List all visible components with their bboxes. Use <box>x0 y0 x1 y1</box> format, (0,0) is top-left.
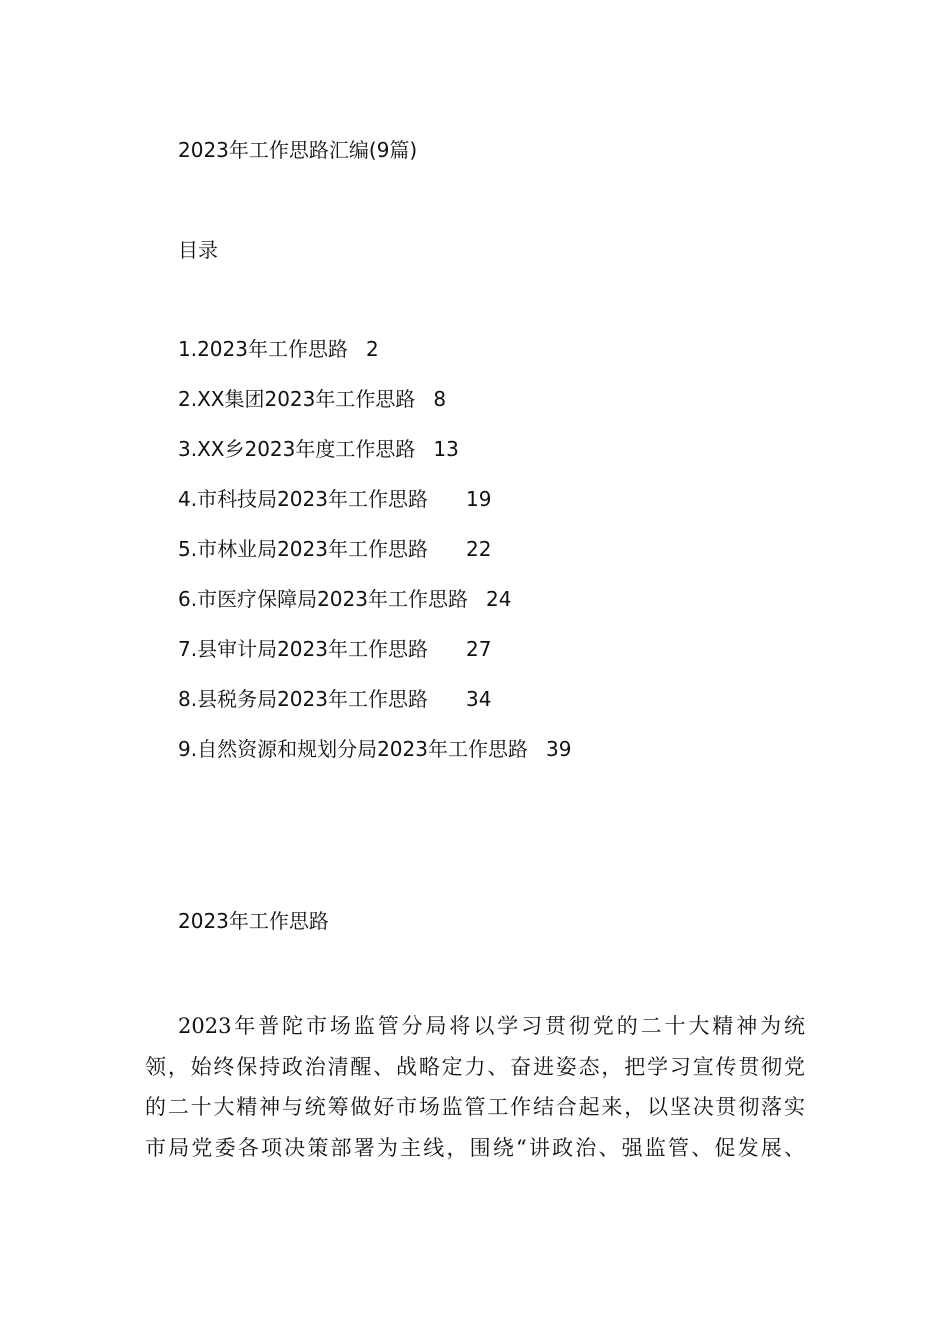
toc-entry-title: 1.2023年工作思路 <box>178 337 348 361</box>
toc-entry-page: 22 <box>465 537 492 561</box>
toc-entry-1[interactable] <box>178 335 571 385</box>
body-line-2: 领，始终保持政治清醒、战略定力、奋进姿态，把学习宣传贯彻党 <box>145 1054 805 1079</box>
toc-entry-page: 27 <box>465 637 492 661</box>
toc-entry-page: 34 <box>465 687 492 711</box>
toc-entry-title: 8.县税务局2023年工作思路 <box>178 687 428 711</box>
toc-heading: 目录 <box>178 238 218 262</box>
toc-entry-title: 9.自然资源和规划分局2023年工作思路 <box>178 737 528 761</box>
toc-entry-page: 8 <box>433 387 447 411</box>
toc-entry-6[interactable] <box>178 585 571 635</box>
toc-entry-title: 3.XX乡2023年度工作思路 <box>178 437 416 461</box>
toc-entry-7[interactable] <box>178 635 571 685</box>
toc-entry-title: 4.市科技局2023年工作思路 <box>178 487 428 511</box>
body-line-3: 的二十大精神与统筹做好市场监管工作结合起来，以坚决贯彻落实 <box>145 1095 805 1119</box>
toc-entry-page: 19 <box>465 487 492 511</box>
toc-entry-9[interactable] <box>178 735 571 785</box>
toc-entry-title: 5.市林业局2023年工作思路 <box>178 537 428 561</box>
toc-entry-title: 6.市医疗保障局2023年工作思路 <box>178 587 468 611</box>
toc-entry-5[interactable] <box>178 535 571 585</box>
toc-entry-page: 2 <box>365 337 379 361</box>
toc-entry-3[interactable] <box>178 435 571 485</box>
toc-entry-page: 24 <box>485 587 512 611</box>
toc-entry-8[interactable] <box>178 685 571 735</box>
toc-entry-title: 7.县审计局2023年工作思路 <box>178 637 428 661</box>
toc-entry-page: 39 <box>545 737 572 761</box>
body-line-1: 2023年普陀市场监管分局将以学习贯彻党的二十大精神为统 <box>178 1014 805 1038</box>
body-line-4: 市局党委各项决策部署为主线，围绕“讲政治、强监管、促发展、 <box>145 1135 805 1160</box>
toc-entry-4[interactable] <box>178 485 571 535</box>
body-paragraph <box>145 1006 805 1168</box>
toc-entry-page: 13 <box>433 437 459 461</box>
table-of-contents <box>178 335 571 785</box>
toc-entry-2[interactable] <box>178 385 571 435</box>
section-title: 2023年工作思路 <box>178 909 329 933</box>
document-title: 2023年工作思路汇编(9篇) <box>178 138 418 162</box>
toc-entry-title: 2.XX集团2023年工作思路 <box>178 387 416 411</box>
